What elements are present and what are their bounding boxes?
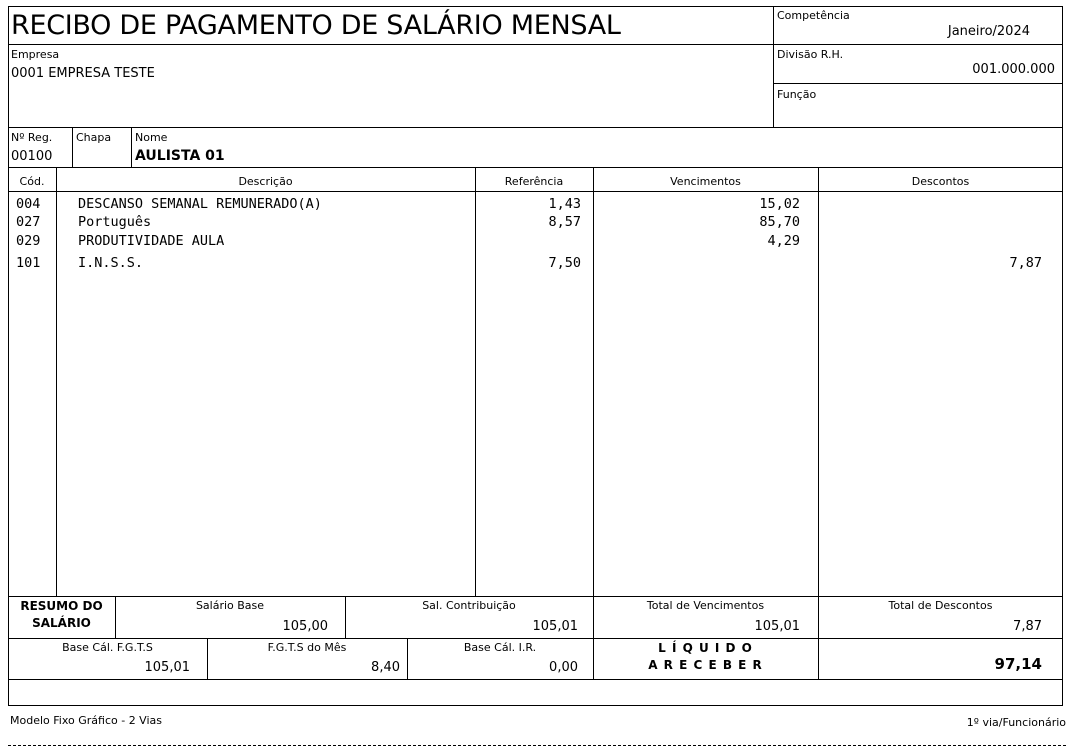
cell-descricao: PRODUTIVIDADE AULA xyxy=(78,233,225,249)
cell-vencimentos: 85,70 xyxy=(759,214,800,230)
cell-referencia: 1,43 xyxy=(548,196,581,212)
sal-contribuicao-value: 105,01 xyxy=(532,619,578,634)
divisao-value: 001.000.000 xyxy=(972,62,1055,77)
cell-descricao: DESCANSO SEMANAL REMUNERADO(A) xyxy=(78,196,322,212)
cell-descricao: Português xyxy=(78,214,152,230)
cut-line xyxy=(8,745,1066,746)
total-descontos-label: Total de Descontos xyxy=(888,599,993,612)
funcao-label: Função xyxy=(777,88,817,101)
cell-descricao: I.N.S.S. xyxy=(78,255,144,271)
cell-referencia: 8,57 xyxy=(548,214,581,230)
base-fgts-label: Base Cál. F.G.T.S xyxy=(62,641,153,654)
total-vencimentos-value: 105,01 xyxy=(754,619,800,634)
cell-cod: 029 xyxy=(16,233,41,249)
chapa-label: Chapa xyxy=(76,131,112,144)
total-vencimentos-label: Total de Vencimentos xyxy=(646,599,765,612)
col-header-cod: Cód. xyxy=(19,175,45,188)
divisao-label: Divisão R.H. xyxy=(777,48,844,61)
via-text: 1º via/Funcionário xyxy=(966,716,1066,729)
liquido-label-line2: A R E C E B E R xyxy=(648,658,763,672)
modelo-text: Modelo Fixo Gráfico - 2 Vias xyxy=(10,714,162,727)
empresa-label: Empresa xyxy=(11,48,60,61)
salario-base-value: 105,00 xyxy=(282,619,328,634)
empresa-value: 0001 EMPRESA TESTE xyxy=(11,66,155,81)
fgts-mes-label: F.G.T.S do Mês xyxy=(267,641,347,654)
resumo-title-line2: SALÁRIO xyxy=(32,616,91,630)
reg-label: Nº Reg. xyxy=(11,131,53,144)
liquido-value: 97,14 xyxy=(994,655,1042,673)
sal-contribuicao-label: Sal. Contribuição xyxy=(422,599,516,612)
base-fgts-value: 105,01 xyxy=(144,660,190,675)
col-header-descontos: Descontos xyxy=(911,175,970,188)
document-title: RECIBO DE PAGAMENTO DE SALÁRIO MENSAL xyxy=(11,10,621,41)
fgts-mes-value: 8,40 xyxy=(371,660,400,675)
cell-cod: 101 xyxy=(16,255,41,271)
col-header-referencia: Referência xyxy=(504,175,564,188)
salario-base-label: Salário Base xyxy=(195,599,265,612)
nome-value: AULISTA 01 xyxy=(135,148,225,164)
nome-label: Nome xyxy=(135,131,168,144)
cell-vencimentos: 15,02 xyxy=(759,196,800,212)
resumo-title-line1: RESUMO DO xyxy=(20,599,103,613)
base-ir-label: Base Cál. I.R. xyxy=(463,641,537,654)
competencia-label: Competência xyxy=(777,9,850,22)
base-ir-value: 0,00 xyxy=(549,660,578,675)
cell-cod: 004 xyxy=(16,196,41,212)
cell-descontos: 7,87 xyxy=(1009,255,1042,271)
total-descontos-value: 7,87 xyxy=(1013,619,1042,634)
cell-referencia: 7,50 xyxy=(548,255,581,271)
cell-cod: 027 xyxy=(16,214,41,230)
liquido-label-line1: L Í Q U I D O xyxy=(658,641,753,655)
reg-value: 00100 xyxy=(11,149,53,164)
col-header-descricao: Descrição xyxy=(238,175,293,188)
competencia-value: Janeiro/2024 xyxy=(947,24,1030,39)
col-header-vencimentos: Vencimentos xyxy=(670,175,741,188)
cell-vencimentos: 4,29 xyxy=(767,233,800,249)
